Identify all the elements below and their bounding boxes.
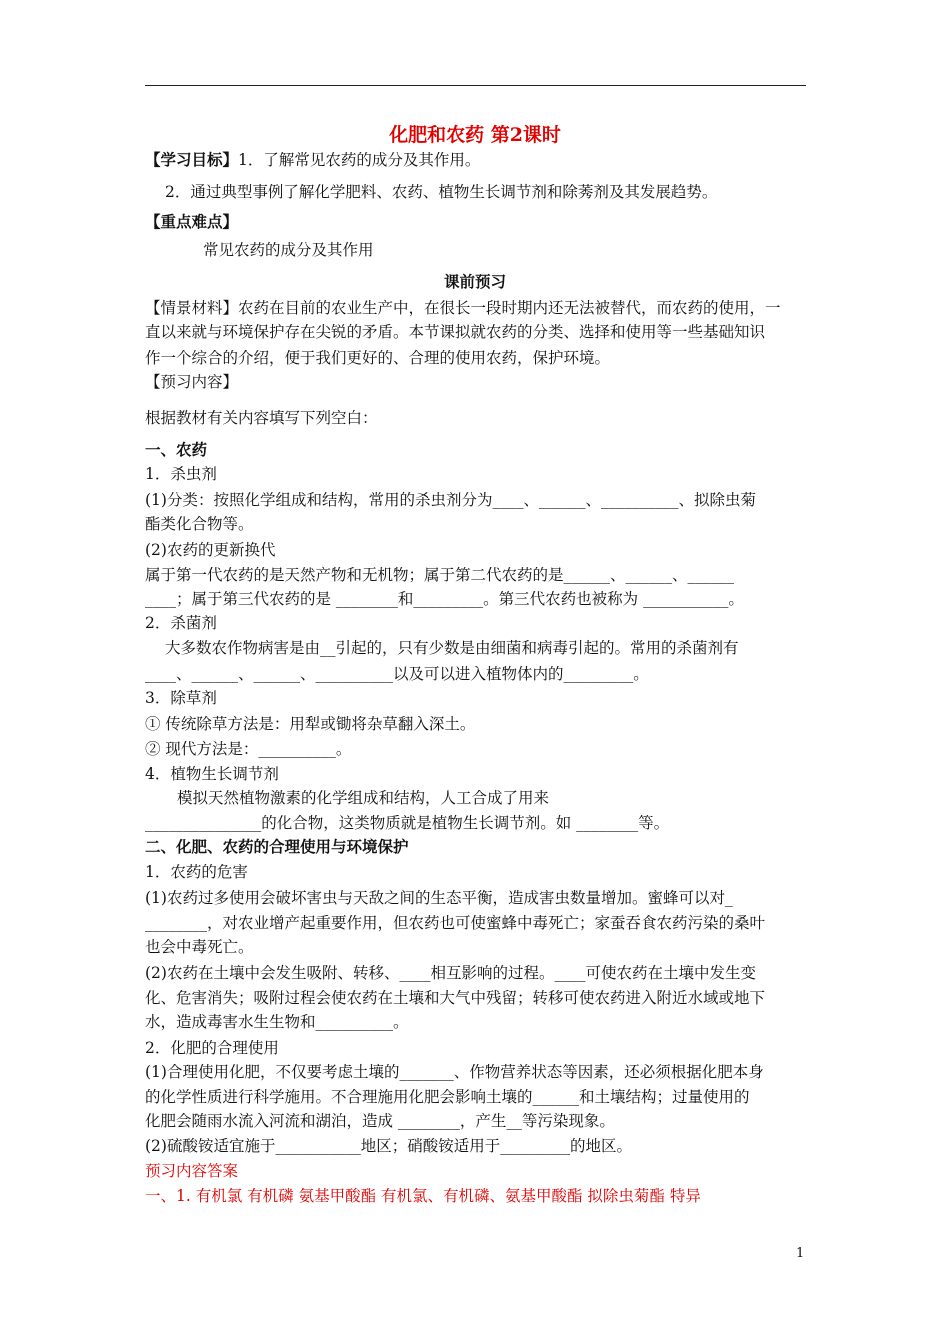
section1-heading: 一、农药	[145, 440, 208, 459]
preview-label: 【预习内容】	[145, 373, 239, 391]
scenario-line-1: 【情景材料】农药在目前的农业生产中，在很长一段时期内还无法被替代，而农药的使用，一	[145, 299, 781, 317]
s1-fungicide-title: 2．杀菌剂	[145, 614, 217, 632]
s2-fertilizer-q2-line1: (2)硫酸铵适宜施于___________地区；硝酸铵适用于_________的地区。	[145, 1137, 632, 1155]
s2-harm-title: 1．农药的危害	[145, 863, 248, 881]
preview-heading: 课前预习	[443, 272, 506, 291]
objectives-label: 【学习目标】	[145, 150, 239, 169]
s1-herbicide-line1: ① 传统除草方法是：用犁或锄将杂草翻入深土。	[145, 715, 476, 733]
s1-regulator-line2: _______________的化合物，这类物质就是植物生长调节剂。如 ________等。	[145, 814, 670, 832]
s1-update-line1: 属于第一代农药的是天然产物和无机物；属于第二代农药的是______、______、______	[145, 566, 735, 584]
s2-harm-q1-line2: ________，对农业增产起重要作用，但农药也可使蜜蜂中毒死亡；家蚕吞食农药污染的桑叶	[145, 914, 766, 932]
answers-heading: 预习内容答案	[145, 1162, 239, 1180]
s2-fertilizer-title: 2．化肥的合理使用	[145, 1039, 279, 1057]
section2-heading: 二、化肥、农药的合理使用与环境保护	[145, 837, 409, 856]
scenario-line-2: 直以来就与环境保护存在尖锐的矛盾。本节课拟就农药的分类、选择和使用等一些基础知识	[145, 323, 766, 341]
objective-1: 1．了解常见农药的成分及其作用。	[238, 151, 481, 169]
s2-fertilizer-q1-line2: 的化学性质进行科学施用。不合理施用化肥会影响土壤的______和土壤结构；过量使用的	[145, 1088, 750, 1106]
s2-harm-q1-line3: 也会中毒死亡。	[145, 938, 254, 956]
s1-insecticide-q1-line2: 酯类化合物等。	[145, 515, 254, 533]
objectives-line-1	[145, 150, 806, 170]
key-points-label: 【重点难点】	[145, 212, 239, 231]
objective-2: 2．通过典型事例了解化学肥料、农药、植物生长调节剂和除莠剂及其发展趋势。	[165, 183, 718, 201]
s1-fungicide-line1: 大多数农作物病害是由__引起的，只有少数是由细菌和病毒引起的。常用的杀菌剂有	[165, 639, 739, 657]
s2-harm-q2-line1: (2)农药在土壤中会发生吸附、转移、____相互影响的过程。____可使农药在土壤中发生变	[145, 964, 756, 982]
s2-fertilizer-q1-line1: (1)合理使用化肥，不仅要考虑土壤的_______、作物营养状态等因素，还必须根据化肥本身	[145, 1063, 764, 1081]
page-number: 1	[796, 1246, 805, 1261]
page-title: 化肥和农药 第2课时	[389, 124, 561, 146]
s1-insecticide-title: 1．杀虫剂	[145, 465, 217, 483]
answers-line-1: 一、1. 有机氯 有机磷 氨基甲酸酯 有机氯、有机磷、氨基甲酸酯 拟除虫菊酯 特异	[145, 1187, 701, 1205]
s2-harm-q2-line2: 化、危害消失；吸附过程会使农药在土壤和大气中残留；转移可使农药进入附近水域或地下	[145, 989, 766, 1007]
key-points-text: 常见农药的成分及其作用	[203, 241, 374, 259]
s1-fungicide-line2: ____、______、______、__________以及可以进入植物体内的_________。	[145, 665, 649, 683]
s1-herbicide-line2: ② 现代方法是：__________。	[145, 740, 352, 758]
s1-regulator-line1: 模拟天然植物激素的化学组成和结构，人工合成了用来	[177, 789, 550, 807]
s1-insecticide-q1-line1: (1)分类：按照化学组成和结构，常用的杀虫剂分为____、______、__________、拟除虫菊	[145, 491, 756, 509]
s2-fertilizer-q1-line3: 化肥会随雨水流入河流和湖泊，造成 ________，产生__等污染现象。	[145, 1112, 615, 1130]
s2-harm-q2-line3: 水，造成毒害水生生物和__________。	[145, 1013, 409, 1031]
s2-harm-q1-line1: (1)农药过多使用会破坏害虫与天敌之间的生态平衡，造成害虫数量增加。蜜蜂可以对_	[145, 889, 733, 907]
scenario-line-3: 作一个综合的介绍，便于我们更好的、合理的使用农药，保护环境。	[145, 349, 611, 367]
instruction: 根据教材有关内容填写下列空白：	[145, 409, 378, 427]
s1-herbicide-title: 3．除草剂	[145, 689, 217, 707]
header-rule	[145, 85, 806, 86]
s1-update-title: (2)农药的更新换代	[145, 541, 276, 559]
s1-update-line2: ____；属于第三代农药的是 ________和_________。第三代农药也被称为 ___________。	[145, 590, 744, 608]
s1-regulator-title: 4．植物生长调节剂	[145, 765, 279, 783]
